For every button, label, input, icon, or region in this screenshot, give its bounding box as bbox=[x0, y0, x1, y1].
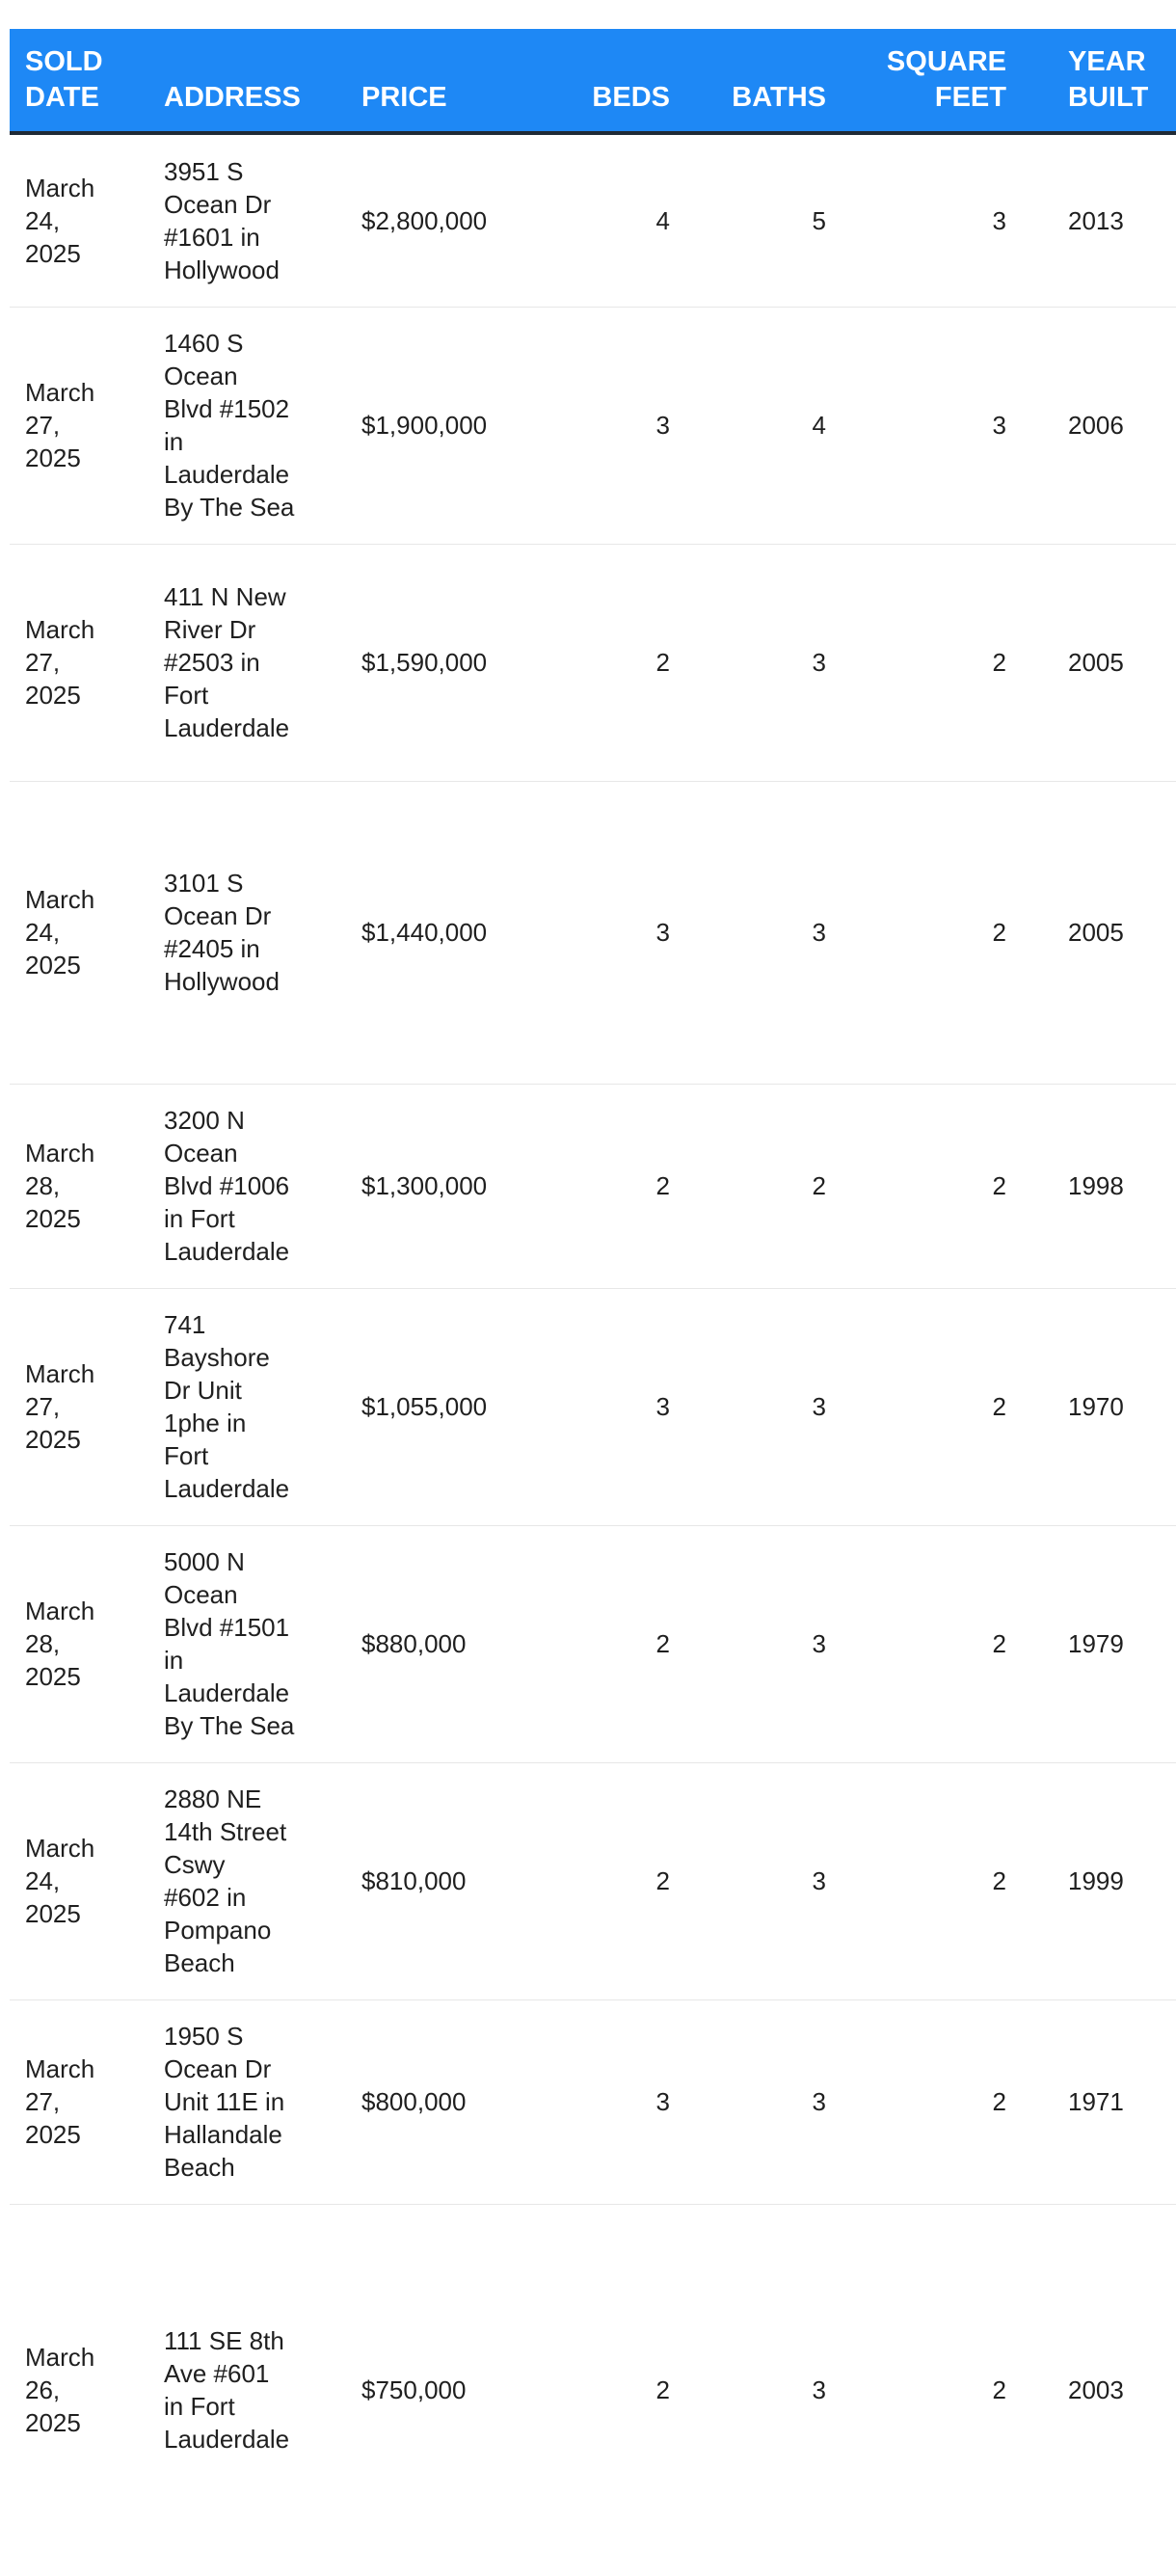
header-year-built-line: YEAR bbox=[1068, 46, 1146, 77]
sold-date-cell bbox=[10, 1084, 164, 1288]
beds-cell bbox=[558, 307, 670, 544]
year-built-cell bbox=[1006, 2204, 1176, 2576]
beds-cell bbox=[558, 1525, 670, 1762]
address-cell-line: River Dr bbox=[164, 615, 256, 644]
beds-cell-value: 2 bbox=[655, 1866, 670, 1895]
address-cell-line: 5000 N bbox=[164, 1547, 245, 1576]
address-cell-line: Blvd #1006 bbox=[164, 1171, 290, 1200]
sold-date-cell-line: 2025 bbox=[25, 681, 81, 710]
year-built-cell-value: 1970 bbox=[1068, 1392, 1124, 1421]
price-cell-value: $800,000 bbox=[361, 2087, 467, 2116]
header-baths-label: BATHS bbox=[732, 82, 826, 113]
sold-date-cell-line: 24, bbox=[25, 205, 61, 235]
square-feet-cell-value: 2 bbox=[992, 2375, 1006, 2405]
baths-cell-value: 3 bbox=[812, 1392, 826, 1421]
address-cell-line: By The Sea bbox=[164, 493, 295, 522]
year-built-cell-value: 1979 bbox=[1068, 1629, 1124, 1658]
address-cell-line: Beach bbox=[164, 1948, 235, 1977]
address-cell-line: Blvd #1502 bbox=[164, 394, 290, 423]
year-built-cell-value: 2005 bbox=[1068, 918, 1124, 947]
baths-cell-value: 2 bbox=[812, 1171, 826, 1200]
year-built-cell bbox=[1006, 1288, 1176, 1525]
square-feet-cell-value: 2 bbox=[992, 648, 1006, 677]
square-feet-cell-value: 2 bbox=[992, 1392, 1006, 1421]
baths-cell-value: 3 bbox=[812, 2087, 826, 2116]
year-built-cell bbox=[1006, 133, 1176, 307]
table-row bbox=[10, 1525, 1176, 1762]
beds-cell bbox=[558, 544, 670, 781]
address-cell-line: in bbox=[164, 427, 184, 456]
table-body bbox=[10, 133, 1176, 2576]
table-row bbox=[10, 307, 1176, 544]
address-cell-line: Ocean bbox=[164, 1139, 238, 1167]
price-cell-value: $1,590,000 bbox=[361, 648, 488, 677]
sold-date-cell bbox=[10, 1525, 164, 1762]
sold-date-cell-line: March bbox=[25, 885, 95, 914]
sold-date-cell-line: March bbox=[25, 1139, 95, 1167]
address-cell-line: 3951 S bbox=[164, 156, 244, 186]
sold-date-cell-line: March bbox=[25, 2054, 95, 2083]
beds-cell-value: 3 bbox=[655, 2087, 670, 2116]
price-cell-value: $1,900,000 bbox=[361, 411, 488, 440]
year-built-cell bbox=[1006, 1084, 1176, 1288]
baths-cell bbox=[670, 544, 826, 781]
sold-date-cell-line: March bbox=[25, 378, 95, 407]
square-feet-cell bbox=[826, 781, 1006, 1084]
sold-date-cell bbox=[10, 307, 164, 544]
square-feet-cell bbox=[826, 1999, 1006, 2204]
baths-cell bbox=[670, 781, 826, 1084]
price-cell bbox=[361, 1999, 558, 2204]
price-cell bbox=[361, 1762, 558, 1999]
square-feet-cell bbox=[826, 133, 1006, 307]
header-square-feet-line: FEET bbox=[934, 82, 1006, 113]
address-cell-line: By The Sea bbox=[164, 1711, 295, 1740]
baths-cell bbox=[670, 2204, 826, 2576]
address-cell bbox=[164, 1084, 361, 1288]
sold-date-cell-line: 24, bbox=[25, 1866, 61, 1895]
address-cell-line: Lauderdale bbox=[164, 1474, 290, 1503]
address-cell-line: Pompano bbox=[164, 1916, 272, 1945]
address-cell-line: Dr Unit bbox=[164, 1376, 242, 1405]
sold-date-cell-line: 24, bbox=[25, 918, 61, 947]
square-feet-cell-value: 2 bbox=[992, 1866, 1006, 1895]
address-cell-line: in bbox=[164, 1646, 184, 1675]
price-cell bbox=[361, 1288, 558, 1525]
header-year-built-line: BUILT bbox=[1068, 82, 1149, 113]
beds-cell bbox=[558, 1999, 670, 2204]
year-built-cell-value: 1999 bbox=[1068, 1866, 1124, 1895]
baths-cell-value: 4 bbox=[812, 411, 826, 440]
table-row bbox=[10, 1999, 1176, 2204]
address-cell-line: 1phe in bbox=[164, 1409, 247, 1437]
sold-listings-table-container bbox=[10, 29, 1166, 2576]
year-built-cell bbox=[1006, 307, 1176, 544]
year-built-cell-value: 2006 bbox=[1068, 411, 1124, 440]
header-sold-date bbox=[10, 29, 164, 133]
sold-date-cell bbox=[10, 1288, 164, 1525]
sold-date-cell-line: 2025 bbox=[25, 2120, 81, 2149]
header-beds-label: BEDS bbox=[592, 82, 670, 113]
sold-date-cell-line: March bbox=[25, 173, 95, 202]
sold-date-cell bbox=[10, 1762, 164, 1999]
baths-cell bbox=[670, 1525, 826, 1762]
sold-listings-table bbox=[10, 29, 1176, 2576]
year-built-cell-value: 2005 bbox=[1068, 648, 1124, 677]
address-cell bbox=[164, 544, 361, 781]
address-cell-line: Beach bbox=[164, 2153, 235, 2182]
address-cell bbox=[164, 1525, 361, 1762]
square-feet-cell-value: 3 bbox=[992, 205, 1006, 235]
year-built-cell bbox=[1006, 544, 1176, 781]
header-baths bbox=[670, 29, 826, 133]
sold-date-cell-line: 27, bbox=[25, 2087, 61, 2116]
square-feet-cell bbox=[826, 1762, 1006, 1999]
sold-date-cell-line: March bbox=[25, 615, 95, 644]
address-cell-line: Ocean bbox=[164, 362, 238, 390]
address-cell-line: 1950 S bbox=[164, 2022, 244, 2051]
year-built-cell-value: 2003 bbox=[1068, 2375, 1124, 2405]
sold-date-cell-line: 28, bbox=[25, 1629, 61, 1658]
sold-date-cell bbox=[10, 781, 164, 1084]
square-feet-cell bbox=[826, 1084, 1006, 1288]
address-cell bbox=[164, 307, 361, 544]
sold-date-cell bbox=[10, 2204, 164, 2576]
address-cell-line: 14th Street bbox=[164, 1817, 287, 1846]
price-cell bbox=[361, 133, 558, 307]
address-cell-line: Unit 11E in bbox=[164, 2087, 285, 2116]
sold-date-cell-line: March bbox=[25, 1834, 95, 1863]
address-cell-line: in Fort bbox=[164, 2392, 235, 2422]
year-built-cell-value: 2013 bbox=[1068, 205, 1124, 235]
beds-cell bbox=[558, 1084, 670, 1288]
table-row bbox=[10, 133, 1176, 307]
address-cell-line: Bayshore bbox=[164, 1343, 270, 1372]
beds-cell bbox=[558, 133, 670, 307]
sold-date-cell bbox=[10, 133, 164, 307]
header-row bbox=[10, 29, 1176, 133]
beds-cell bbox=[558, 781, 670, 1084]
address-cell-line: Ocean Dr bbox=[164, 901, 272, 930]
sold-date-cell-line: 2025 bbox=[25, 1899, 81, 1928]
baths-cell-value: 3 bbox=[812, 2375, 826, 2405]
baths-cell-value: 3 bbox=[812, 648, 826, 677]
sold-date-cell-line: 2025 bbox=[25, 1425, 81, 1454]
baths-cell-value: 3 bbox=[812, 1629, 826, 1658]
price-cell bbox=[361, 1525, 558, 1762]
year-built-cell-value: 1971 bbox=[1068, 2087, 1124, 2116]
beds-cell-value: 2 bbox=[655, 1629, 670, 1658]
table-row bbox=[10, 544, 1176, 781]
price-cell-value: $2,800,000 bbox=[361, 205, 488, 235]
address-cell-line: 3101 S bbox=[164, 869, 244, 898]
address-cell-line: Cswy bbox=[164, 1850, 226, 1879]
baths-cell bbox=[670, 1288, 826, 1525]
baths-cell-value: 3 bbox=[812, 1866, 826, 1895]
square-feet-cell bbox=[826, 2204, 1006, 2576]
price-cell-value: $1,055,000 bbox=[361, 1392, 488, 1421]
beds-cell-value: 3 bbox=[655, 1392, 670, 1421]
address-cell-line: #602 in bbox=[164, 1883, 247, 1912]
address-cell-line: #1601 in bbox=[164, 222, 260, 252]
beds-cell-value: 2 bbox=[655, 2375, 670, 2405]
baths-cell bbox=[670, 307, 826, 544]
header-sold-date-line: SOLD bbox=[25, 46, 103, 77]
square-feet-cell-value: 3 bbox=[992, 411, 1006, 440]
header-square-feet bbox=[826, 29, 1006, 133]
address-cell-line: 1460 S bbox=[164, 329, 244, 358]
header-price bbox=[361, 29, 558, 133]
square-feet-cell bbox=[826, 1525, 1006, 1762]
baths-cell bbox=[670, 1084, 826, 1288]
table-row bbox=[10, 1762, 1176, 1999]
header-address-label: ADDRESS bbox=[164, 82, 301, 113]
baths-cell bbox=[670, 1762, 826, 1999]
address-cell-line: Ave #601 bbox=[164, 2359, 270, 2389]
year-built-cell bbox=[1006, 781, 1176, 1084]
sold-date-cell-line: 26, bbox=[25, 2375, 61, 2405]
square-feet-cell bbox=[826, 307, 1006, 544]
address-cell bbox=[164, 1999, 361, 2204]
address-cell bbox=[164, 133, 361, 307]
beds-cell bbox=[558, 2204, 670, 2576]
address-cell-line: 741 bbox=[164, 1310, 206, 1339]
address-cell-line: Blvd #1501 bbox=[164, 1613, 290, 1642]
address-cell-line: Hallandale bbox=[164, 2120, 282, 2149]
address-cell-line: in Fort bbox=[164, 1204, 235, 1233]
address-cell-line: 111 SE 8th bbox=[164, 2326, 284, 2356]
address-cell-line: Lauderdale bbox=[164, 1237, 290, 1266]
sold-date-cell bbox=[10, 1999, 164, 2204]
address-cell-line: Lauderdale bbox=[164, 460, 290, 489]
table-row bbox=[10, 2204, 1176, 2576]
sold-date-cell-line: 2025 bbox=[25, 238, 81, 268]
header-price-label: PRICE bbox=[361, 82, 447, 113]
year-built-cell-value: 1998 bbox=[1068, 1171, 1124, 1200]
baths-cell-value: 3 bbox=[812, 918, 826, 947]
header-sold-date-line: DATE bbox=[25, 82, 99, 113]
baths-cell bbox=[670, 133, 826, 307]
address-cell-line: Fort bbox=[164, 681, 209, 710]
sold-date-cell-line: 2025 bbox=[25, 951, 81, 979]
sold-date-cell-line: March bbox=[25, 2343, 95, 2373]
address-cell bbox=[164, 2204, 361, 2576]
sold-date-cell-line: 2025 bbox=[25, 1662, 81, 1691]
header-square-feet-line: SQUARE bbox=[886, 46, 1006, 77]
baths-cell bbox=[670, 1999, 826, 2204]
address-cell-line: Fort bbox=[164, 1441, 209, 1470]
square-feet-cell-value: 2 bbox=[992, 1629, 1006, 1658]
address-cell-line: Ocean Dr bbox=[164, 189, 272, 219]
address-cell bbox=[164, 1288, 361, 1525]
year-built-cell bbox=[1006, 1999, 1176, 2204]
address-cell-line: #2503 in bbox=[164, 648, 260, 677]
sold-date-cell-line: 28, bbox=[25, 1171, 61, 1200]
address-cell-line: Lauderdale bbox=[164, 713, 290, 742]
address-cell-line: Ocean Dr bbox=[164, 2054, 272, 2083]
beds-cell bbox=[558, 1762, 670, 1999]
address-cell bbox=[164, 1762, 361, 1999]
table-row bbox=[10, 781, 1176, 1084]
address-cell-line: Lauderdale bbox=[164, 1678, 290, 1707]
header-address bbox=[164, 29, 361, 133]
address-cell-line: #2405 in bbox=[164, 934, 260, 963]
price-cell-value: $810,000 bbox=[361, 1866, 467, 1895]
beds-cell-value: 3 bbox=[655, 918, 670, 947]
address-cell-line: Ocean bbox=[164, 1580, 238, 1609]
sold-date-cell-line: 2025 bbox=[25, 1204, 81, 1233]
sold-date-cell-line: March bbox=[25, 1359, 95, 1388]
baths-cell-value: 5 bbox=[812, 205, 826, 235]
table-header bbox=[10, 29, 1176, 133]
square-feet-cell bbox=[826, 1288, 1006, 1525]
address-cell-line: 3200 N bbox=[164, 1106, 245, 1135]
sold-date-cell-line: 27, bbox=[25, 1392, 61, 1421]
square-feet-cell-value: 2 bbox=[992, 918, 1006, 947]
address-cell bbox=[164, 781, 361, 1084]
price-cell-value: $1,300,000 bbox=[361, 1171, 488, 1200]
year-built-cell bbox=[1006, 1525, 1176, 1762]
address-cell-line: Hollywood bbox=[164, 255, 280, 284]
beds-cell-value: 2 bbox=[655, 1171, 670, 1200]
price-cell bbox=[361, 1084, 558, 1288]
sold-date-cell-line: 2025 bbox=[25, 443, 81, 472]
price-cell bbox=[361, 781, 558, 1084]
table-row bbox=[10, 1084, 1176, 1288]
header-year-built bbox=[1006, 29, 1176, 133]
price-cell-value: $880,000 bbox=[361, 1629, 467, 1658]
address-cell-line: Lauderdale bbox=[164, 2425, 290, 2455]
beds-cell-value: 3 bbox=[655, 411, 670, 440]
year-built-cell bbox=[1006, 1762, 1176, 1999]
address-cell-line: 411 N New bbox=[164, 582, 286, 611]
sold-date-cell-line: 2025 bbox=[25, 2408, 81, 2438]
price-cell bbox=[361, 307, 558, 544]
sold-date-cell bbox=[10, 544, 164, 781]
sold-date-cell-line: 27, bbox=[25, 411, 61, 440]
price-cell bbox=[361, 2204, 558, 2576]
price-cell-value: $750,000 bbox=[361, 2375, 467, 2405]
price-cell bbox=[361, 544, 558, 781]
beds-cell bbox=[558, 1288, 670, 1525]
price-cell-value: $1,440,000 bbox=[361, 918, 488, 947]
square-feet-cell bbox=[826, 544, 1006, 781]
table-row bbox=[10, 1288, 1176, 1525]
square-feet-cell-value: 2 bbox=[992, 2087, 1006, 2116]
address-cell-line: Hollywood bbox=[164, 967, 280, 996]
sold-date-cell-line: March bbox=[25, 1597, 95, 1625]
sold-date-cell-line: 27, bbox=[25, 648, 61, 677]
header-beds bbox=[558, 29, 670, 133]
address-cell-line: 2880 NE bbox=[164, 1784, 262, 1813]
beds-cell-value: 4 bbox=[655, 205, 670, 235]
beds-cell-value: 2 bbox=[655, 648, 670, 677]
square-feet-cell-value: 2 bbox=[992, 1171, 1006, 1200]
